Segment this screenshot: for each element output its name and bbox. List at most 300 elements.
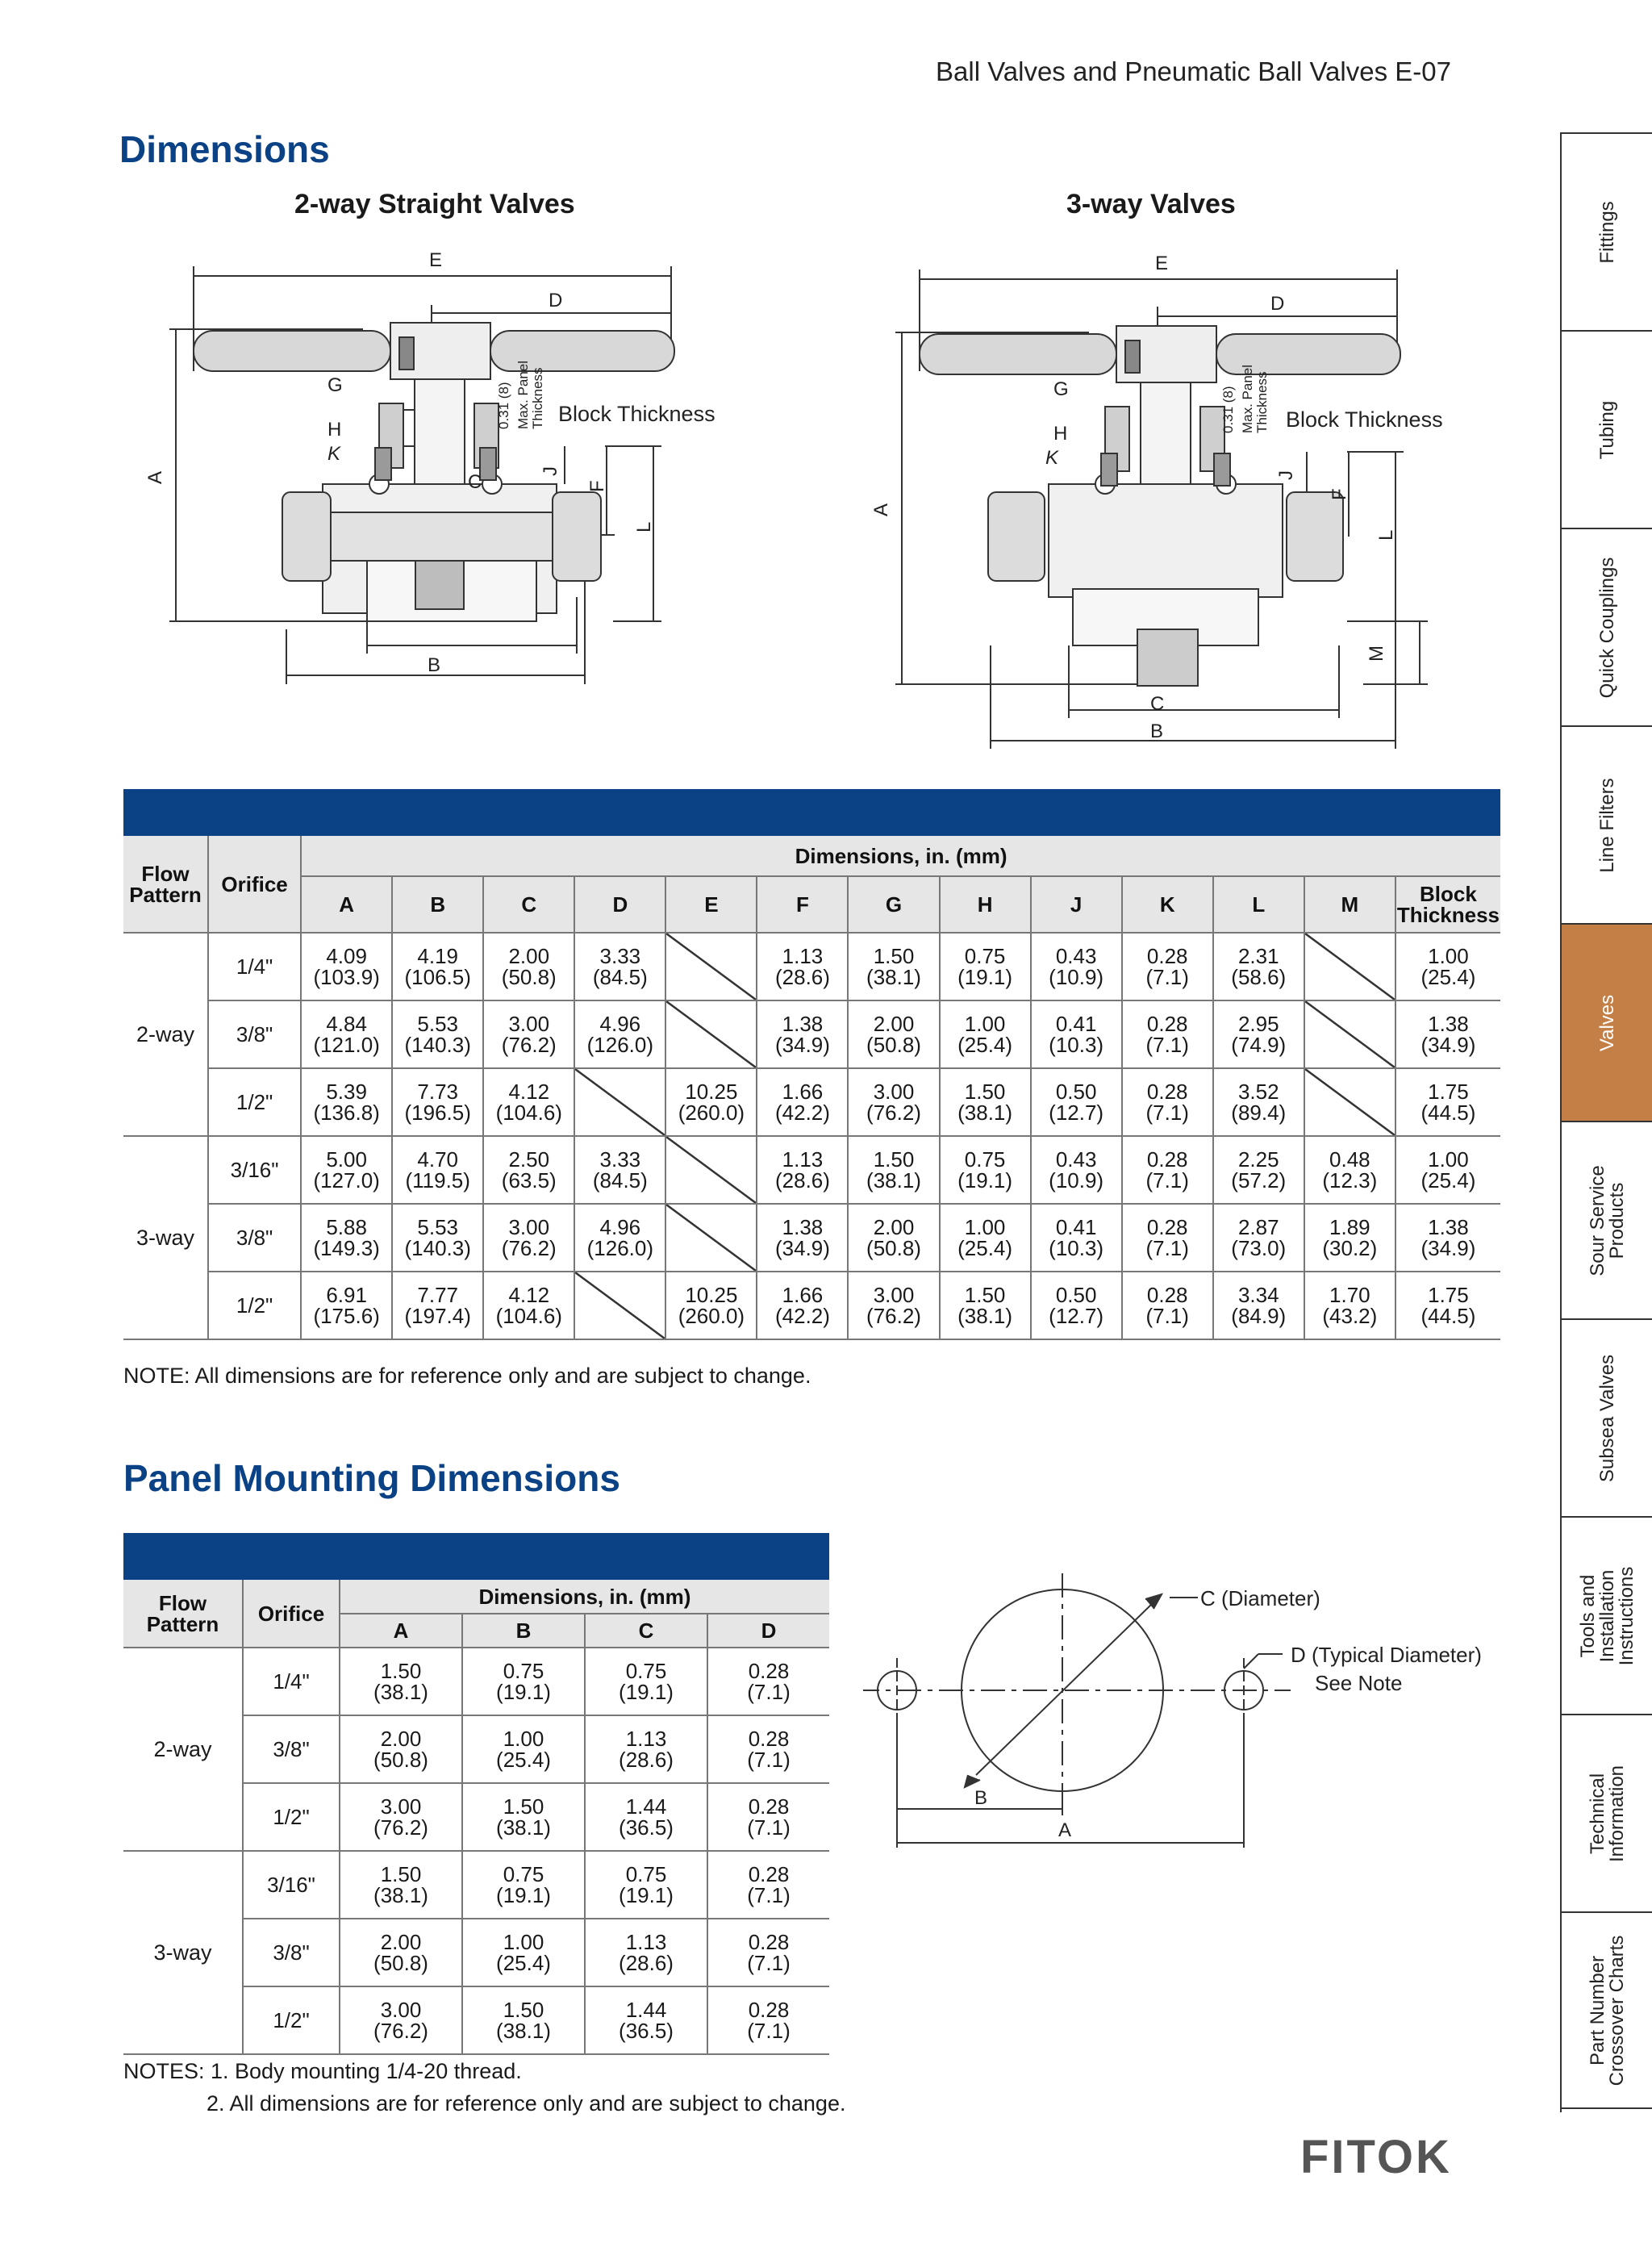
value-mm: (19.1)	[496, 1680, 551, 1704]
valve-3way-drawing	[863, 242, 1476, 750]
value-inch: 1.50	[873, 1147, 915, 1172]
value-mm: (89.4)	[1231, 1101, 1287, 1125]
dimension-cell	[1304, 1272, 1395, 1339]
value-mm: (19.1)	[619, 1883, 674, 1907]
value-mm: (7.1)	[1145, 965, 1189, 989]
col-flow-pattern: Flow Pattern	[123, 836, 208, 933]
not-applicable-cell	[1304, 1000, 1395, 1068]
value-inch: 1.38	[1428, 1215, 1469, 1239]
label-b: B	[428, 654, 441, 676]
value-mm: (25.4)	[1420, 965, 1476, 989]
orifice-cell: 1/2"	[208, 1068, 301, 1136]
value-mm: (7.1)	[747, 1951, 791, 1975]
dimension-cell	[392, 1136, 483, 1204]
dimension-cell	[1031, 1272, 1122, 1339]
value-inch: 0.28	[1146, 1283, 1188, 1307]
label-g: G	[1053, 378, 1069, 400]
dimension-cell	[940, 1068, 1031, 1136]
value-mm: (7.1)	[747, 1815, 791, 1840]
value-inch: 7.73	[417, 1080, 458, 1104]
value-inch: 0.75	[503, 1862, 544, 1886]
section-tabs-sidebar	[1560, 132, 1652, 2112]
value-inch: 1.13	[782, 944, 824, 968]
dimension-cell	[483, 1136, 574, 1204]
dimension-cell	[707, 1715, 829, 1783]
value-mm: (19.1)	[619, 1680, 674, 1704]
fitok-logo: FITOK	[1300, 2131, 1452, 2183]
value-mm: (84.9)	[1231, 1304, 1287, 1328]
value-inch: 1.75	[1428, 1283, 1469, 1307]
dimension-cell	[1304, 1136, 1395, 1204]
value-inch: 6.91	[326, 1283, 367, 1307]
not-applicable-cell	[665, 1204, 757, 1272]
value-inch: 3.00	[873, 1080, 915, 1104]
value-inch: 5.00	[326, 1147, 367, 1172]
label-panel-031: 0.31 (8)	[496, 382, 511, 429]
dimension-cell	[1122, 1068, 1213, 1136]
label-h: H	[1053, 423, 1068, 445]
orifice-cell: 3/16"	[243, 1851, 340, 1919]
value-inch: 1.75	[1428, 1080, 1469, 1104]
value-inch: 1.50	[380, 1862, 422, 1886]
value-inch: 0.75	[964, 1147, 1006, 1172]
label-thickness: Thickness	[1254, 371, 1270, 433]
flow-pattern-cell: 2-way	[123, 933, 208, 1136]
value-inch: 1.00	[964, 1215, 1006, 1239]
value-inch: 10.25	[685, 1283, 738, 1307]
table1-note: NOTE: All dimensions are for reference only and are subject to change.	[123, 1364, 811, 1388]
tab-label: Line Filters	[1596, 777, 1618, 873]
diagram-title-3way: 3-way Valves	[1066, 189, 1236, 219]
value-inch: 1.38	[1428, 1012, 1469, 1036]
flow-pattern-cell: 3-way	[123, 1851, 243, 2054]
value-inch: 5.53	[417, 1012, 458, 1036]
value-mm: (34.9)	[1420, 1236, 1476, 1260]
dimension-cell	[1031, 1136, 1122, 1204]
label-max-panel: Max. Panel	[515, 360, 531, 429]
dimension-cell	[707, 1986, 829, 2054]
dimension-cell	[462, 1851, 585, 1919]
value-inch: 1.70	[1329, 1283, 1370, 1307]
tab-line-filters[interactable]	[1562, 725, 1652, 923]
value-mm: (28.6)	[619, 1951, 674, 1975]
dimensions-table	[123, 789, 1500, 1340]
value-mm: (76.2)	[501, 1033, 557, 1057]
value-mm: (104.6)	[495, 1101, 562, 1125]
value-inch: 1.50	[503, 1998, 544, 2022]
col-header-a: A	[301, 876, 392, 933]
label-j: J	[1275, 470, 1297, 480]
tab-quick-couplings[interactable]	[1562, 528, 1652, 725]
value-mm: (42.2)	[774, 1304, 830, 1328]
col-orifice: Orifice	[208, 836, 301, 933]
col-header-k: K	[1122, 876, 1213, 933]
tab-label: Tubing	[1596, 400, 1618, 459]
value-inch: 1.00	[503, 1727, 544, 1751]
value-inch: 1.44	[625, 1794, 667, 1819]
tab-label: Valves	[1596, 994, 1618, 1051]
value-mm: (84.5)	[592, 1168, 648, 1193]
col-header-l: L	[1213, 876, 1304, 933]
dimension-cell	[392, 1000, 483, 1068]
tab-valves[interactable]	[1562, 923, 1652, 1121]
value-inch: 0.75	[625, 1862, 667, 1886]
dimension-cell	[585, 1783, 707, 1851]
dimension-cell	[707, 1783, 829, 1851]
col-dimensions-header: Dimensions, in. (mm)	[301, 836, 1500, 876]
label-block-thickness: Block Thickness	[1286, 407, 1443, 432]
label-e: E	[429, 249, 443, 271]
value-inch: 2.00	[873, 1012, 915, 1036]
value-inch: 1.66	[782, 1080, 824, 1104]
value-inch: 0.75	[964, 944, 1006, 968]
dimension-cell	[301, 1272, 392, 1339]
tab-tools-and-installation-instructions[interactable]	[1562, 1516, 1652, 1714]
col-header-d: D	[707, 1614, 829, 1648]
dimension-cell	[940, 933, 1031, 1000]
value-inch: 1.38	[782, 1012, 824, 1036]
value-mm: (7.1)	[1145, 1033, 1189, 1057]
col-header-block-thickness: Block Thickness	[1395, 876, 1500, 933]
dimension-cell	[585, 1648, 707, 1715]
table-row	[123, 1648, 829, 1715]
dimension-cell	[340, 1919, 462, 1986]
label-f: F	[586, 480, 608, 492]
value-mm: (76.2)	[501, 1236, 557, 1260]
dimension-cell	[1395, 1272, 1500, 1339]
value-inch: 2.31	[1237, 944, 1279, 968]
dimension-cell	[757, 1000, 848, 1068]
dimension-cell	[340, 1648, 462, 1715]
value-inch: 5.39	[326, 1080, 367, 1104]
value-mm: (36.5)	[619, 2019, 674, 2043]
not-applicable-cell	[1304, 933, 1395, 1000]
tab-tubing[interactable]	[1562, 330, 1652, 528]
value-mm: (38.1)	[496, 1815, 551, 1840]
tab-label: Sour Service Products	[1587, 1164, 1628, 1276]
label-b: B	[974, 1787, 988, 1809]
table2-note-2: 2. All dimensions are for reference only and are subject to change.	[206, 2091, 846, 2116]
dimension-cell	[1031, 1000, 1122, 1068]
value-inch: 1.50	[964, 1080, 1006, 1104]
valve-handle	[920, 334, 1116, 374]
dimension-cell	[1031, 933, 1122, 1000]
dimension-cell	[757, 933, 848, 1000]
value-mm: (19.1)	[957, 1168, 1013, 1193]
label-block-thickness: Block Thickness	[558, 402, 715, 426]
orifice-cell: 1/4"	[243, 1648, 340, 1715]
value-inch: 4.12	[508, 1283, 550, 1307]
value-inch: 1.38	[782, 1215, 824, 1239]
orifice-cell: 1/2"	[243, 1783, 340, 1851]
value-mm: (260.0)	[678, 1304, 745, 1328]
tab-label: Subsea Valves	[1596, 1354, 1618, 1482]
panel-mounting-table	[123, 1533, 829, 2055]
dimension-cell	[940, 1000, 1031, 1068]
col-header-j: J	[1031, 876, 1122, 933]
dimension-cell	[483, 1000, 574, 1068]
dimension-cell	[1122, 1136, 1213, 1204]
dimension-cell	[757, 1136, 848, 1204]
value-inch: 0.28	[748, 1998, 790, 2022]
value-inch: 7.77	[417, 1283, 458, 1307]
flow-pattern-cell: 3-way	[123, 1136, 208, 1339]
col-header-b: B	[392, 876, 483, 933]
label-d: D	[1270, 293, 1285, 315]
value-inch: 0.41	[1055, 1215, 1097, 1239]
value-mm: (44.5)	[1420, 1101, 1476, 1125]
col-header-m: M	[1304, 876, 1395, 933]
dimension-cell	[848, 1204, 939, 1272]
value-inch: 0.28	[748, 1659, 790, 1683]
dimension-cell	[574, 1136, 665, 1204]
label-a: A	[1058, 1819, 1072, 1841]
value-mm: (10.9)	[1049, 965, 1104, 989]
dimension-cell	[757, 1272, 848, 1339]
not-applicable-cell	[574, 1068, 665, 1136]
value-mm: (197.4)	[404, 1304, 471, 1328]
value-mm: (30.2)	[1322, 1236, 1378, 1260]
dimension-cell	[301, 1068, 392, 1136]
valve-2way-drawing	[137, 242, 750, 694]
orifice-cell: 1/2"	[208, 1272, 301, 1339]
col-header-c: C	[585, 1614, 707, 1648]
value-inch: 1.50	[380, 1659, 422, 1683]
table2-note-1: NOTES: 1. Body mounting 1/4-20 thread.	[123, 2059, 522, 2083]
label-h: H	[327, 419, 342, 441]
dimension-cell	[940, 1204, 1031, 1272]
value-inch: 0.28	[1146, 1012, 1188, 1036]
value-mm: (74.9)	[1231, 1033, 1287, 1057]
tab-subsea-valves[interactable]	[1562, 1318, 1652, 1516]
label-b: B	[1150, 721, 1164, 742]
value-mm: (38.1)	[866, 1168, 921, 1193]
panel-cutout-diagram	[863, 1573, 1525, 1912]
value-mm: (43.2)	[1322, 1304, 1378, 1328]
value-inch: 0.28	[748, 1794, 790, 1819]
value-mm: (50.8)	[373, 1748, 428, 1772]
value-inch: 1.50	[873, 944, 915, 968]
dimension-cell	[340, 1715, 462, 1783]
value-inch: 0.43	[1055, 1147, 1097, 1172]
dimension-cell	[392, 933, 483, 1000]
label-see-note: See Note	[1315, 1671, 1403, 1695]
dimension-cell	[462, 1919, 585, 1986]
value-inch: 0.28	[1146, 1215, 1188, 1239]
dimension-cell	[665, 1068, 757, 1136]
dimension-cell	[1395, 1204, 1500, 1272]
value-mm: (34.9)	[1420, 1033, 1476, 1057]
value-mm: (28.6)	[619, 1748, 674, 1772]
not-applicable-cell	[665, 1136, 757, 1204]
not-applicable-cell	[574, 1272, 665, 1339]
orifice-cell: 3/8"	[243, 1715, 340, 1783]
value-mm: (121.0)	[313, 1033, 380, 1057]
value-mm: (7.1)	[747, 1748, 791, 1772]
value-inch: 0.48	[1329, 1147, 1370, 1172]
value-mm: (196.5)	[404, 1101, 471, 1125]
dimension-cell	[483, 1204, 574, 1272]
value-mm: (25.4)	[1420, 1168, 1476, 1193]
orifice-cell: 1/4"	[208, 933, 301, 1000]
not-applicable-cell	[665, 1000, 757, 1068]
value-mm: (7.1)	[1145, 1168, 1189, 1193]
label-j: J	[540, 466, 561, 476]
value-inch: 2.25	[1237, 1147, 1279, 1172]
value-inch: 0.28	[748, 1862, 790, 1886]
dimension-cell	[1122, 933, 1213, 1000]
orifice-cell: 3/16"	[208, 1136, 301, 1204]
value-mm: (50.8)	[866, 1033, 921, 1057]
value-inch: 0.28	[748, 1930, 790, 1954]
col-header-f: F	[757, 876, 848, 933]
label-max-panel: Max. Panel	[1240, 364, 1255, 433]
orifice-cell: 3/8"	[243, 1919, 340, 1986]
col-header-g: G	[848, 876, 939, 933]
tab-part-number-crossover-charts[interactable]	[1562, 1911, 1652, 2109]
value-mm: (7.1)	[1145, 1101, 1189, 1125]
dimension-cell	[340, 1783, 462, 1851]
dimension-cell	[574, 1204, 665, 1272]
tab-sour-service-products[interactable]	[1562, 1121, 1652, 1318]
value-inch: 4.96	[599, 1215, 641, 1239]
dimension-cell	[1395, 1000, 1500, 1068]
dimension-cell	[392, 1068, 483, 1136]
table-row	[123, 1851, 829, 1919]
value-inch: 3.34	[1237, 1283, 1279, 1307]
value-mm: (38.1)	[373, 1680, 428, 1704]
flow-pattern-cell: 2-way	[123, 1648, 243, 1851]
tab-fittings[interactable]	[1562, 132, 1652, 330]
value-mm: (140.3)	[404, 1236, 471, 1260]
dimension-cell	[1031, 1068, 1122, 1136]
value-mm: (175.6)	[313, 1304, 380, 1328]
value-inch: 3.52	[1237, 1080, 1279, 1104]
value-mm: (12.7)	[1049, 1304, 1104, 1328]
tab-label: Tools and Installation Instructions	[1577, 1566, 1637, 1665]
col-header-b: B	[462, 1614, 585, 1648]
value-inch: 4.09	[326, 944, 367, 968]
diameter-line	[976, 1602, 1153, 1775]
dimension-cell	[1213, 1272, 1304, 1339]
dimension-cell	[585, 1919, 707, 1986]
value-inch: 1.00	[1428, 944, 1469, 968]
dimension-cell	[1122, 1204, 1213, 1272]
dimension-cell	[301, 1136, 392, 1204]
value-inch: 3.00	[380, 1794, 422, 1819]
value-mm: (50.8)	[501, 965, 557, 989]
value-mm: (84.5)	[592, 965, 648, 989]
table-row	[123, 933, 1500, 1000]
dimension-cell	[340, 1986, 462, 2054]
not-applicable-cell	[665, 933, 757, 1000]
dimension-cell	[392, 1204, 483, 1272]
value-inch: 1.00	[503, 1930, 544, 1954]
tab-technical-information[interactable]	[1562, 1714, 1652, 1911]
value-inch: 2.95	[1237, 1012, 1279, 1036]
value-mm: (12.3)	[1322, 1168, 1378, 1193]
value-inch: 4.84	[326, 1012, 367, 1036]
label-a: A	[144, 470, 166, 484]
value-mm: (12.7)	[1049, 1101, 1104, 1125]
section-title-panel-mounting: Panel Mounting Dimensions	[123, 1457, 620, 1499]
value-mm: (34.9)	[774, 1033, 830, 1057]
value-mm: (28.6)	[774, 1168, 830, 1193]
value-mm: (140.3)	[404, 1033, 471, 1057]
tab-label: Technical Information	[1587, 1765, 1628, 1862]
label-f: F	[1329, 488, 1350, 500]
dimension-cell	[848, 933, 939, 1000]
value-mm: (57.2)	[1231, 1168, 1287, 1193]
dimension-cell	[757, 1204, 848, 1272]
value-mm: (19.1)	[496, 1883, 551, 1907]
diagram-title-2way: 2-way Straight Valves	[294, 189, 575, 219]
value-mm: (119.5)	[405, 1168, 470, 1193]
value-mm: (73.0)	[1231, 1236, 1287, 1260]
value-inch: 3.33	[599, 944, 641, 968]
value-mm: (136.8)	[313, 1101, 380, 1125]
value-inch: 0.50	[1055, 1283, 1097, 1307]
value-inch: 0.43	[1055, 944, 1097, 968]
label-panel-031: 0.31 (8)	[1220, 386, 1236, 433]
dimension-cell	[585, 1851, 707, 1919]
value-mm: (38.1)	[866, 965, 921, 989]
value-mm: (34.9)	[774, 1236, 830, 1260]
dimension-cell	[757, 1068, 848, 1136]
dimension-cell	[940, 1272, 1031, 1339]
value-mm: (44.5)	[1420, 1304, 1476, 1328]
value-mm: (25.4)	[496, 1951, 551, 1975]
value-mm: (10.3)	[1049, 1236, 1104, 1260]
value-mm: (76.2)	[373, 1815, 428, 1840]
not-applicable-cell	[1304, 1068, 1395, 1136]
value-inch: 4.96	[599, 1012, 641, 1036]
value-inch: 2.00	[380, 1930, 422, 1954]
table-row	[123, 1136, 1500, 1204]
value-inch: 1.44	[625, 1998, 667, 2022]
value-inch: 4.19	[417, 944, 458, 968]
dimension-cell	[585, 1715, 707, 1783]
value-mm: (126.0)	[586, 1236, 654, 1260]
value-mm: (25.4)	[957, 1033, 1013, 1057]
dimension-cell	[1213, 1136, 1304, 1204]
tab-label: Fittings	[1596, 200, 1618, 264]
value-inch: 1.50	[503, 1794, 544, 1819]
value-mm: (127.0)	[313, 1168, 380, 1193]
value-inch: 3.00	[508, 1215, 550, 1239]
dimension-cell	[574, 1000, 665, 1068]
value-inch: 1.66	[782, 1283, 824, 1307]
dimension-cell	[462, 1986, 585, 2054]
value-mm: (36.5)	[619, 1815, 674, 1840]
dimension-cell	[1395, 933, 1500, 1000]
value-inch: 2.00	[508, 944, 550, 968]
value-mm: (38.1)	[957, 1304, 1013, 1328]
label-thickness: Thickness	[530, 367, 545, 429]
tab-label: Part Number Crossover Charts	[1587, 1935, 1628, 2086]
value-mm: (7.1)	[747, 1680, 791, 1704]
col-header-d: D	[574, 876, 665, 933]
value-mm: (38.1)	[957, 1101, 1013, 1125]
dimension-cell	[707, 1851, 829, 1919]
label-e: E	[1155, 253, 1169, 274]
dimension-cell	[707, 1648, 829, 1715]
dimension-cell	[707, 1919, 829, 1986]
value-inch: 4.70	[417, 1147, 458, 1172]
value-inch: 1.13	[625, 1930, 667, 1954]
value-mm: (7.1)	[747, 2019, 791, 2043]
label-m: M	[1366, 645, 1387, 662]
